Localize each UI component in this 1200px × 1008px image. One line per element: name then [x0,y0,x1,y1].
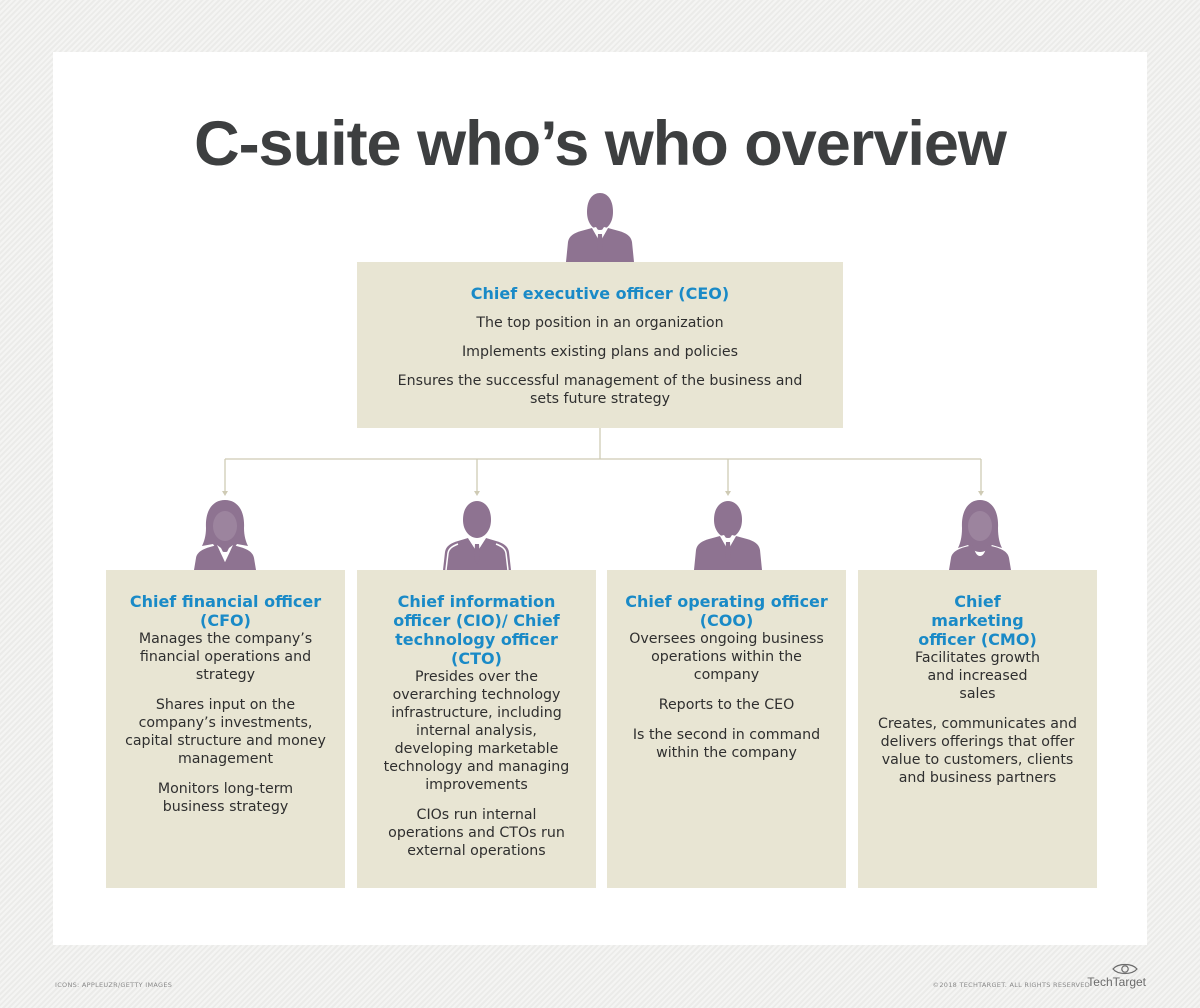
page-title: C-suite who’s who overview [194,109,1006,179]
coo-businessman-icon [692,500,764,570]
cmo-role-title: Chief marketing officer (CMO) [918,592,1037,649]
cfo-point: Monitors long-term business strategy [157,781,294,815]
cio-arrow [474,491,480,496]
cio-role-title: Chief information officer (CIO)/ Chief technology officer (CTO) [393,592,560,668]
coo-box [607,570,846,888]
ceo-point: The top position in an organization [476,315,724,331]
brand-logo-text[interactable]: TechTarget [1087,975,1146,989]
cio-businessman-icon [442,500,512,570]
cio-box [357,570,596,888]
cfo-point: Shares input on the company’s investments, capital structure and money management [125,697,326,767]
ceo-box [357,262,843,428]
copyright-notice: ©2018 TECHTARGET. ALL RIGHTS RESERVED [932,981,1090,989]
cfo-businesswoman-icon [193,498,257,570]
cio-point: Presides over the overarching technology infrastructure, including internal analysis, developing marketable technology and managing improvements [383,669,570,793]
ceo-role-title: Chief executive officer (CEO) [470,284,730,303]
cfo-arrow [222,491,228,496]
cfo-box [106,570,345,888]
cio-point: CIOs run internal operations and CTOs run external operations [388,807,565,859]
ceo-businessman-icon [564,192,636,262]
cmo-point: Creates, communicates and delivers offerings that offer value to customers, clients and business partners [878,716,1077,786]
cmo-arrow [978,491,984,496]
ceo-point: Implements existing plans and policies [461,344,739,360]
coo-point: Is the second in command within the company [632,727,821,761]
coo-role-title: Chief operating officer (COO) [625,592,828,630]
image-credit: ICONS: APPLEUZR/GETTY IMAGES [55,981,173,989]
ceo-point: Ensures the successful management of the business and sets future strategy [397,373,803,407]
techtarget-eye-icon [1112,962,1138,976]
cmo-businesswoman-icon [948,498,1012,570]
coo-point: Reports to the CEO [658,697,795,713]
coo-point: Oversees ongoing business operations within the company [629,631,824,683]
coo-arrow [725,491,731,496]
cfo-role-title: Chief financial officer (CFO) [129,592,322,630]
cmo-point: Facilitates growth and increased sales [915,650,1040,702]
cmo-box [858,570,1097,888]
cfo-point: Manages the company’s financial operations and strategy [138,631,313,683]
